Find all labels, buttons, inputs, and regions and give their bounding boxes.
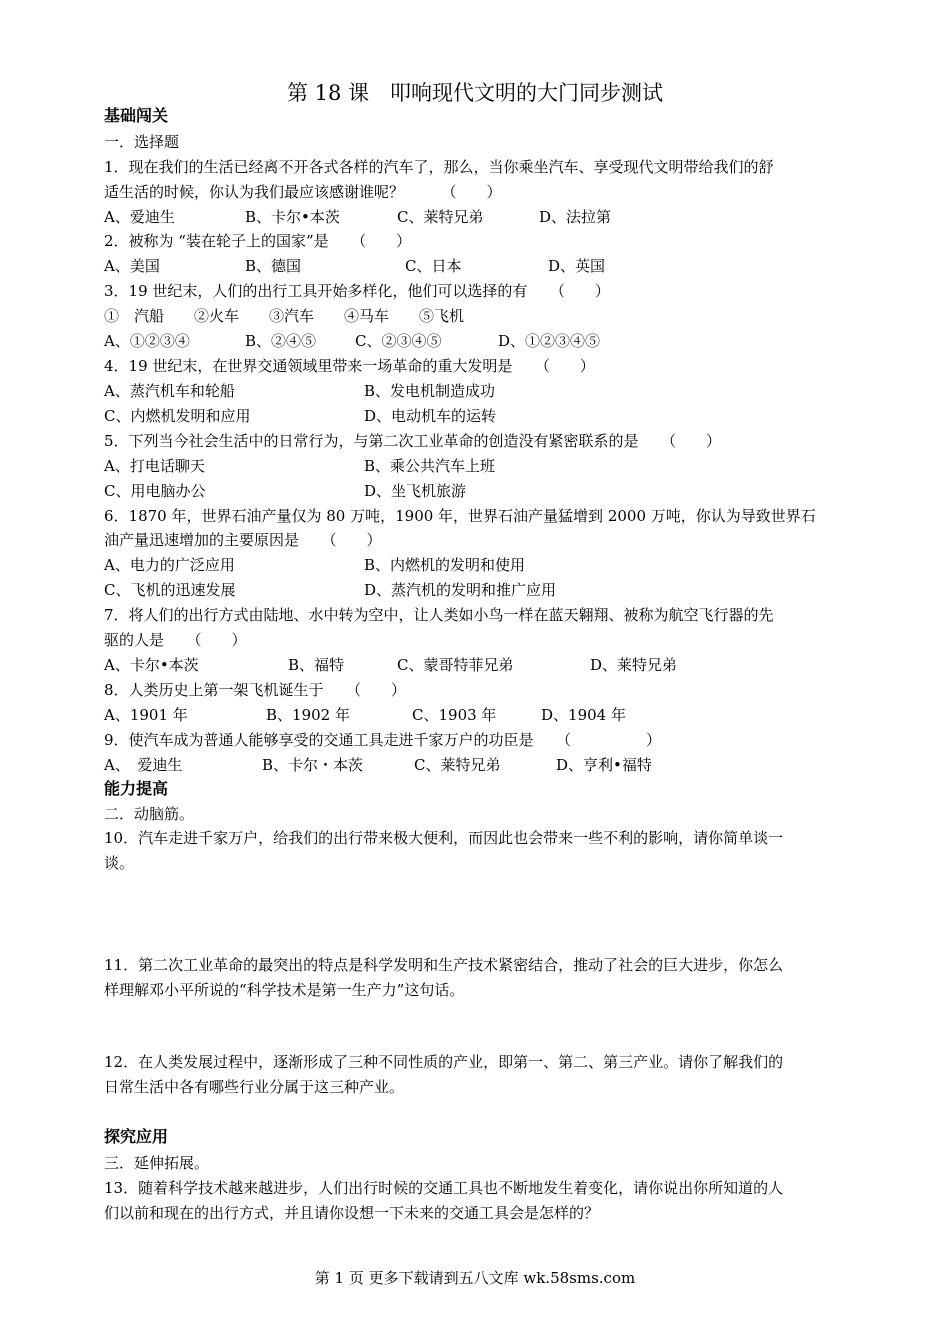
question-10-text-cont: 谈。 xyxy=(104,854,135,872)
question-8-text: 8．人类历史上第一架飞机诞生于 （ ） xyxy=(104,681,407,699)
q7-option-b: B、福特 xyxy=(288,656,345,674)
q5-option-a: A、打电话聊天 xyxy=(104,457,205,475)
q7-option-d: D、莱特兄弟 xyxy=(590,656,678,674)
q3-option-c: C、②③④⑤ xyxy=(355,332,442,350)
q9-option-c: C、莱特兄弟 xyxy=(414,756,501,774)
q3-option-d: D、①②③④⑤ xyxy=(498,332,601,350)
q5-option-d: D、坐飞机旅游 xyxy=(364,482,467,500)
section-heading-ability: 能力提高 xyxy=(104,779,169,798)
question-10-text: 10．汽车走进千家万户，给我们的出行带来极大便利，而因此也会带来一些不利的影响，请你简单谈一 xyxy=(104,829,784,847)
question-11-text-cont: 样理解邓小平所说的“科学技术是第一生产力”这句话。 xyxy=(104,981,465,999)
question-1-text-cont: 适生活的时候，你认为我们最应该感谢谁呢？ （ ） xyxy=(104,183,502,201)
q9-option-b: B、卡尔・本茨 xyxy=(262,756,364,774)
q4-option-a: A、蒸汽机车和轮船 xyxy=(104,382,235,400)
question-11-text: 11．第二次工业革命的最突出的特点是科学发明和生产技术紧密结合，推动了社会的巨大进步，你怎么 xyxy=(104,956,784,974)
q3-option-b: B、②④⑤ xyxy=(245,332,317,350)
question-1-text: 1．现在我们的生活已经离不开各式各样的汽车了，那么，当你乘坐汽车、享受现代文明带给我们的舒 xyxy=(104,158,774,176)
q8-option-a: A、1901 年 xyxy=(104,706,188,724)
q1-option-b: B、卡尔•本茨 xyxy=(245,208,340,226)
question-3-text: 3．19 世纪末，人们的出行工具开始多样化，他们可以选择的有 （ ） xyxy=(104,282,610,300)
q6-option-d: D、蒸汽机的发明和推广应用 xyxy=(364,581,557,599)
q3-option-a: A、①②③④ xyxy=(104,332,190,350)
question-12-text: 12．在人类发展过程中，逐渐形成了三种不同性质的产业，即第一、第二、第三产业。请你了解我们的 xyxy=(104,1053,784,1071)
q4-option-b: B、发电机制造成功 xyxy=(364,382,496,400)
section-heading-basic: 基础闯关 xyxy=(104,106,169,125)
page-footer: 第 1 页 更多下载请到五八文库 wk.58sms.com xyxy=(314,1269,636,1287)
q5-option-b: B、乘公共汽车上班 xyxy=(364,457,496,475)
q2-option-a: A、美国 xyxy=(104,257,160,275)
question-9-text: 9．使汽车成为普通人能够享受的交通工具走进千家万户的功臣是 （ ） xyxy=(104,731,662,749)
q8-option-b: B、1902 年 xyxy=(266,706,350,724)
q7-option-c: C、蒙哥特菲兄弟 xyxy=(397,656,514,674)
question-7-text-cont: 驱的人是 （ ） xyxy=(104,631,247,649)
q6-option-a: A、电力的广泛应用 xyxy=(104,556,235,574)
question-3-choices: ① 汽船 ②火车 ③汽车 ④马车 ⑤飞机 xyxy=(104,307,465,325)
q8-option-d: D、1904 年 xyxy=(541,706,626,724)
question-12-text-cont: 日常生活中各有哪些行业分属于这三种产业。 xyxy=(104,1078,405,1096)
q6-option-c: C、飞机的迅速发展 xyxy=(104,581,236,599)
section-heading-explore: 探究应用 xyxy=(104,1127,169,1146)
q9-option-d: D、亨利•福特 xyxy=(556,756,652,774)
question-2-text: 2．被称为 “装在轮子上的国家”是 （ ） xyxy=(104,232,412,250)
q1-option-c: C、莱特兄弟 xyxy=(397,208,484,226)
q2-option-d: D、英国 xyxy=(548,257,606,275)
question-13-text: 13．随着科学技术越来越进步，人们出行时候的交通工具也不断地发生着变化，请你说出你所知道的人 xyxy=(104,1179,784,1197)
question-6-text-cont: 油产量迅速增加的主要原因是 （ ） xyxy=(104,531,382,549)
q1-option-a: A、爱迪生 xyxy=(104,208,175,226)
part-label-extend: 三．延伸拓展。 xyxy=(104,1154,210,1172)
q2-option-b: B、德国 xyxy=(245,257,302,275)
part-label-choice: 一．选择题 xyxy=(104,133,180,151)
q1-option-d: D、法拉第 xyxy=(539,208,612,226)
question-13-text-cont: 们以前和现在的出行方式，并且请你设想一下未来的交通工具会是怎样的？ xyxy=(104,1204,600,1222)
q2-option-c: C、日本 xyxy=(405,257,462,275)
q4-option-c: C、内燃机发明和应用 xyxy=(104,407,251,425)
q8-option-c: C、1903 年 xyxy=(412,706,497,724)
part-label-think: 二．动脑筋。 xyxy=(104,805,195,823)
page-title: 第 18 课 叩响现代文明的大门同步测试 xyxy=(286,81,664,105)
q4-option-d: D、电动机车的运转 xyxy=(364,407,497,425)
question-7-text: 7．将人们的出行方式由陆地、水中转为空中，让人类如小鸟一样在蓝天翱翔、被称为航空飞行器的先 xyxy=(104,606,774,624)
q7-option-a: A、卡尔•本茨 xyxy=(104,656,199,674)
q9-option-a: A、 爱迪生 xyxy=(104,756,183,774)
question-4-text: 4．19 世纪末，在世界交通领域里带来一场革命的重大发明是 （ ） xyxy=(104,357,595,375)
question-6-text: 6．1870 年，世界石油产量仅为 80 万吨，1900 年，世界石油产量猛增到 2000 万吨，你认为导致世界石 xyxy=(104,507,816,525)
question-5-text: 5．下列当今社会生活中的日常行为，与第二次工业革命的创造没有紧密联系的是 （ ） xyxy=(104,432,722,450)
q6-option-b: B、内燃机的发明和使用 xyxy=(364,556,526,574)
q5-option-c: C、用电脑办公 xyxy=(104,482,206,500)
